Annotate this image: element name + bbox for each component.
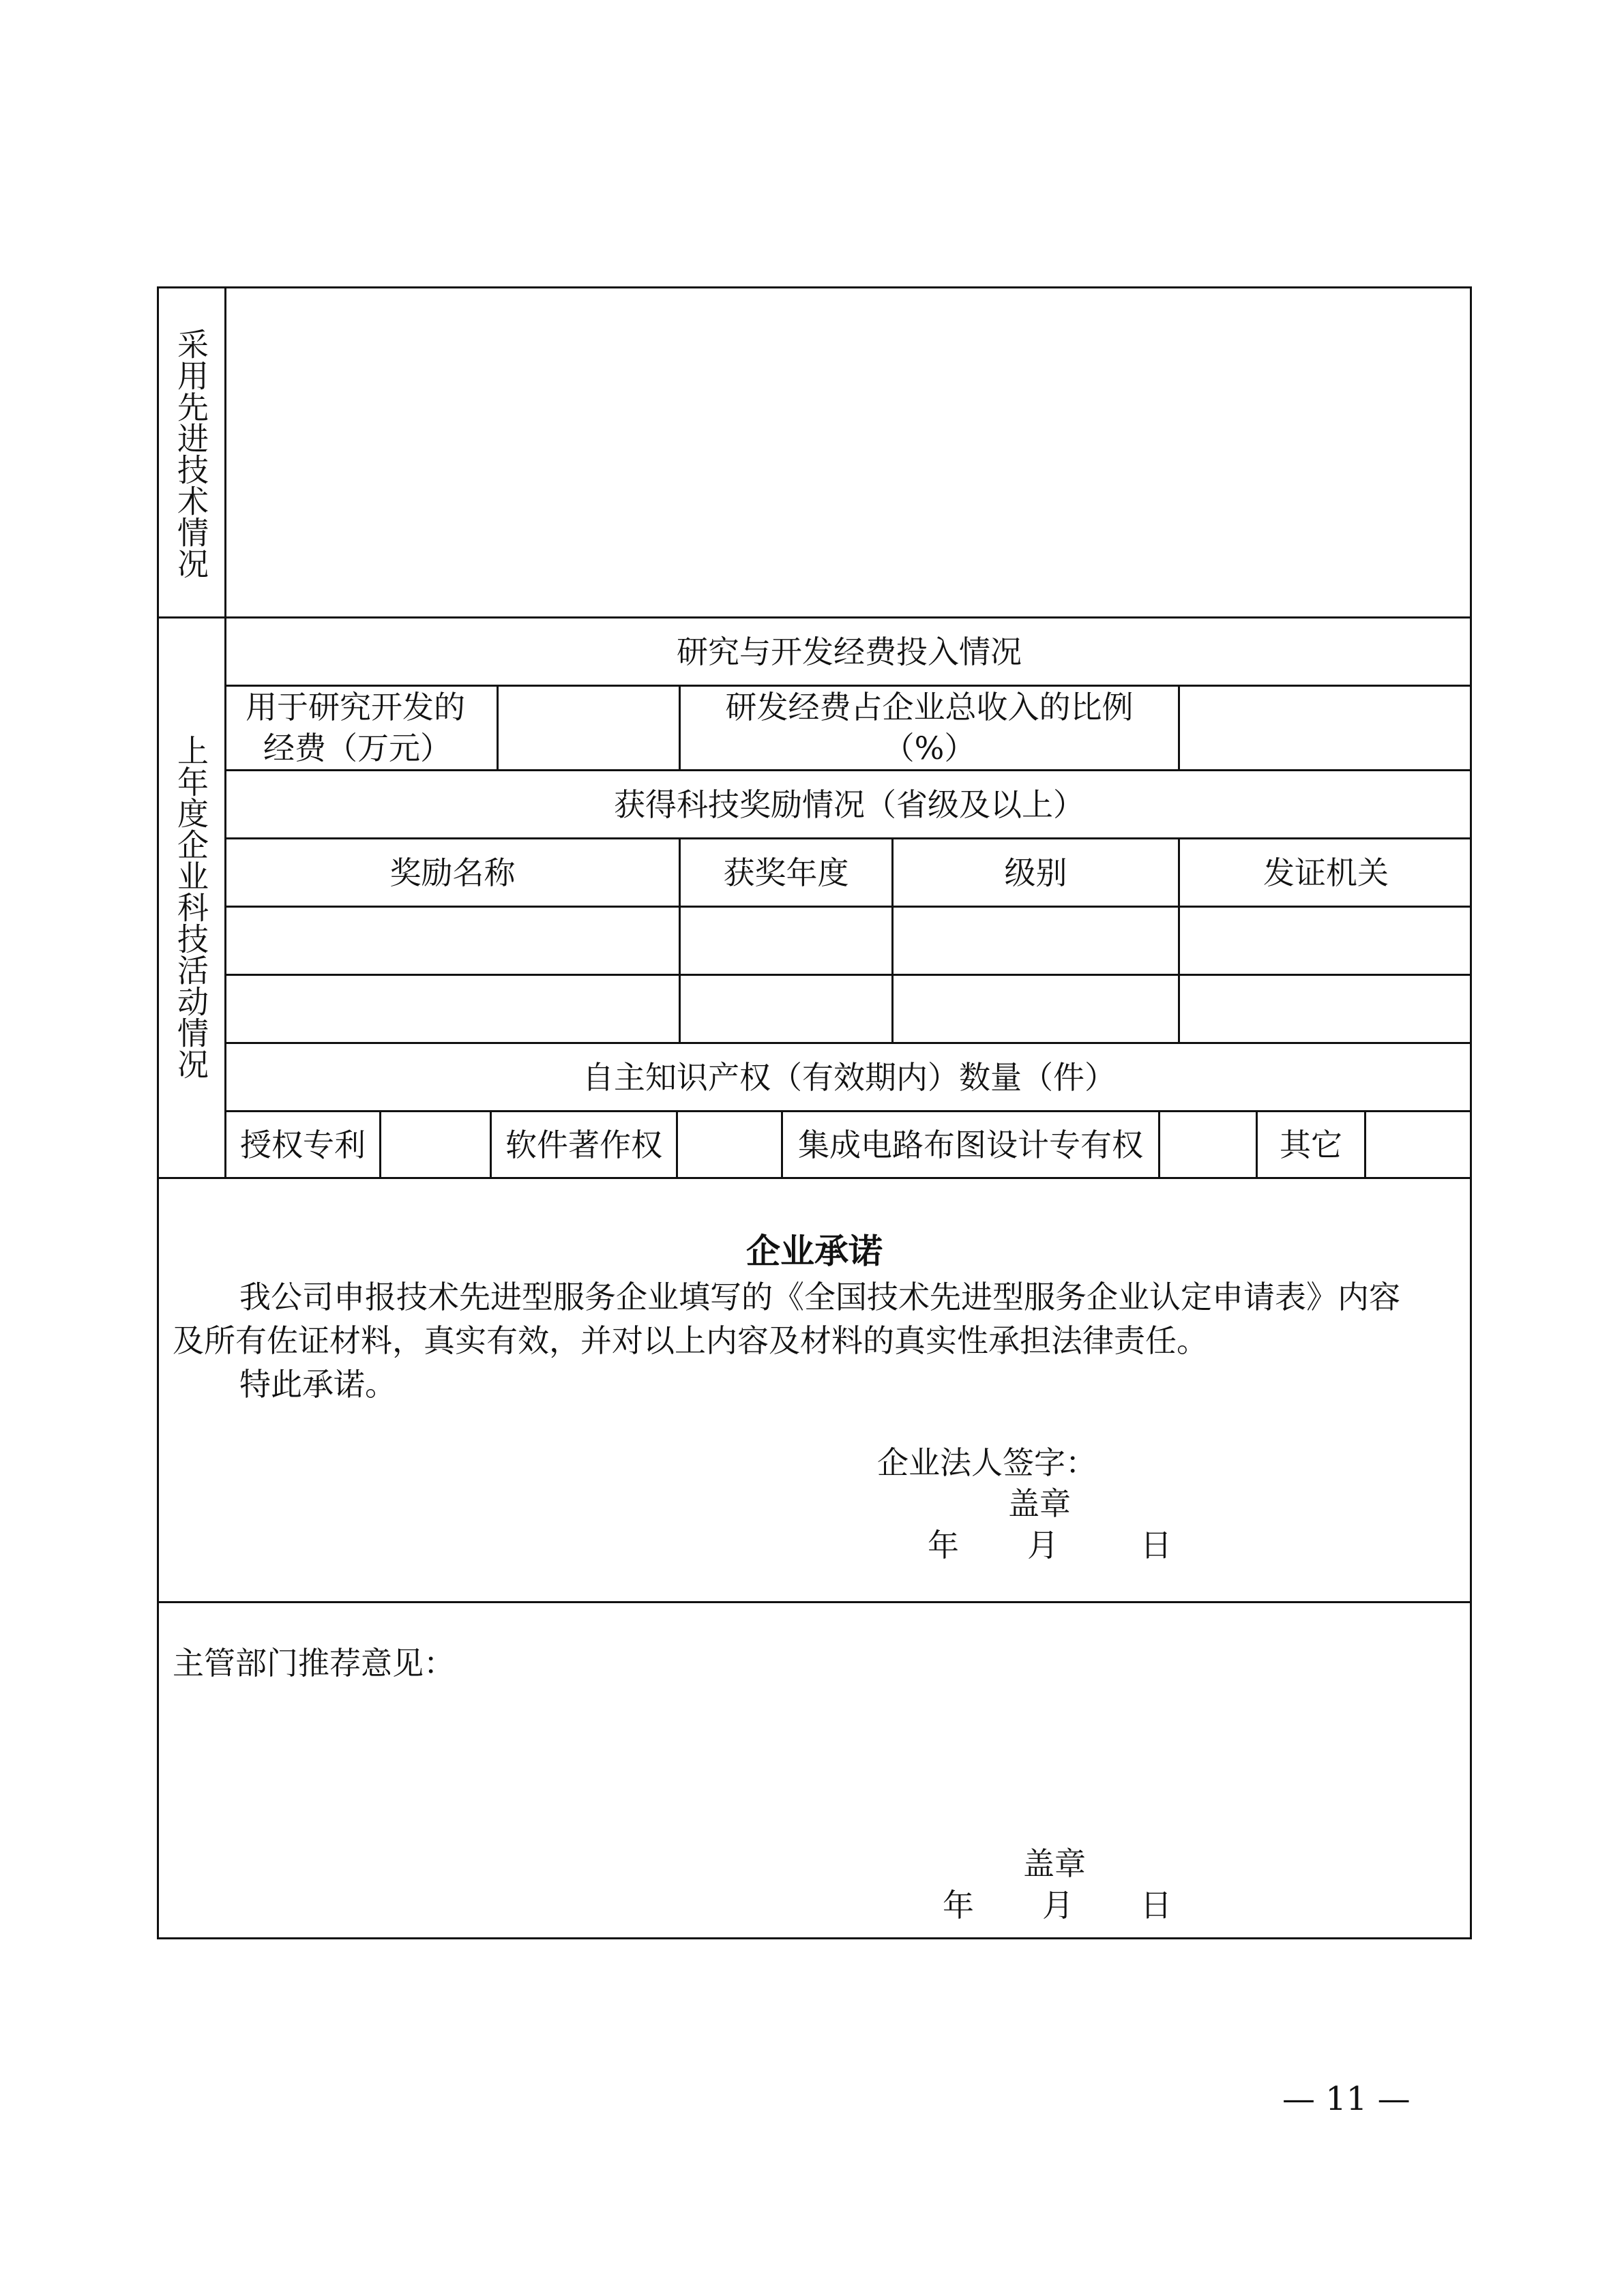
- activity-section-label: 上年度企业科技活动情况: [173, 734, 209, 1079]
- rd-header: 研究与开发经费投入情况: [677, 633, 1022, 670]
- pledge-title: 企业承诺: [746, 1232, 883, 1271]
- row-divider: [157, 1601, 1472, 1603]
- award-row-1[interactable]: [226, 908, 1470, 974]
- rd-ratio-label-line1: 研发经费占企业总收入的比例: [725, 689, 1134, 726]
- award-col-issuer: 发证机关: [1263, 854, 1389, 891]
- page-number: — 11 —: [1282, 2080, 1411, 2118]
- legal-rep-signature-label: 企业法人签字：: [877, 1444, 1097, 1481]
- ip-header: 自主知识产权（有效期内）数量（件）: [582, 1058, 1116, 1096]
- recommendation-field[interactable]: [173, 1691, 1455, 1828]
- ip-ic-layout-input[interactable]: [1160, 1112, 1256, 1177]
- award-col-year: 获奖年度: [723, 854, 849, 891]
- pledge-date-day: 日: [1140, 1527, 1172, 1564]
- pledge-date-month: 月: [1027, 1527, 1059, 1564]
- row-divider: [157, 1177, 1472, 1179]
- ip-other-label: 其它: [1280, 1126, 1342, 1163]
- ip-ic-layout-label: 集成电路布图设计专有权: [798, 1126, 1143, 1163]
- ip-patent-input[interactable]: [381, 1112, 490, 1177]
- recommendation-date-month: 月: [1042, 1887, 1074, 1924]
- pledge-date-year: 年: [928, 1527, 959, 1564]
- ip-other-input[interactable]: [1366, 1112, 1470, 1177]
- pledge-closing: 特此承诺。: [239, 1366, 396, 1403]
- recommendation-label: 主管部门推荐意见：: [173, 1645, 455, 1682]
- recommendation-seal-label: 盖章: [1023, 1845, 1086, 1882]
- rd-cost-label-line2: 经费（万元）: [263, 730, 452, 766]
- ip-software-label: 软件著作权: [505, 1126, 662, 1163]
- award-header: 获得科技奖励情况（省级及以上）: [614, 786, 1084, 823]
- pledge-seal-label: 盖章: [1008, 1485, 1071, 1522]
- recommendation-date-day: 日: [1140, 1887, 1172, 1924]
- legal-rep-signature-field[interactable]: [1091, 1440, 1432, 1481]
- ip-patent-label: 授权专利: [240, 1126, 366, 1163]
- ip-software-input[interactable]: [678, 1112, 781, 1177]
- award-col-level: 级别: [1004, 854, 1067, 891]
- rd-ratio-label-line2: （%）: [883, 730, 976, 766]
- award-row-2[interactable]: [226, 976, 1470, 1042]
- tech-description-field[interactable]: [226, 288, 1470, 616]
- rd-ratio-input[interactable]: [1180, 687, 1470, 769]
- rd-cost-input[interactable]: [499, 687, 679, 769]
- tech-section-label: 采用先进技术情况: [173, 328, 209, 579]
- award-col-name: 奖励名称: [389, 854, 516, 891]
- pledge-paragraph-line2: 及所有佐证材料，真实有效，并对以上内容及材料的真实性承担法律责任。: [173, 1322, 1208, 1359]
- pledge-paragraph-line1: 我公司申报技术先进型服务企业填写的《全国技术先进型服务企业认定申请表》内容: [239, 1279, 1400, 1315]
- recommendation-date-year: 年: [943, 1887, 974, 1924]
- rd-cost-label-line1: 用于研究开发的: [246, 689, 465, 726]
